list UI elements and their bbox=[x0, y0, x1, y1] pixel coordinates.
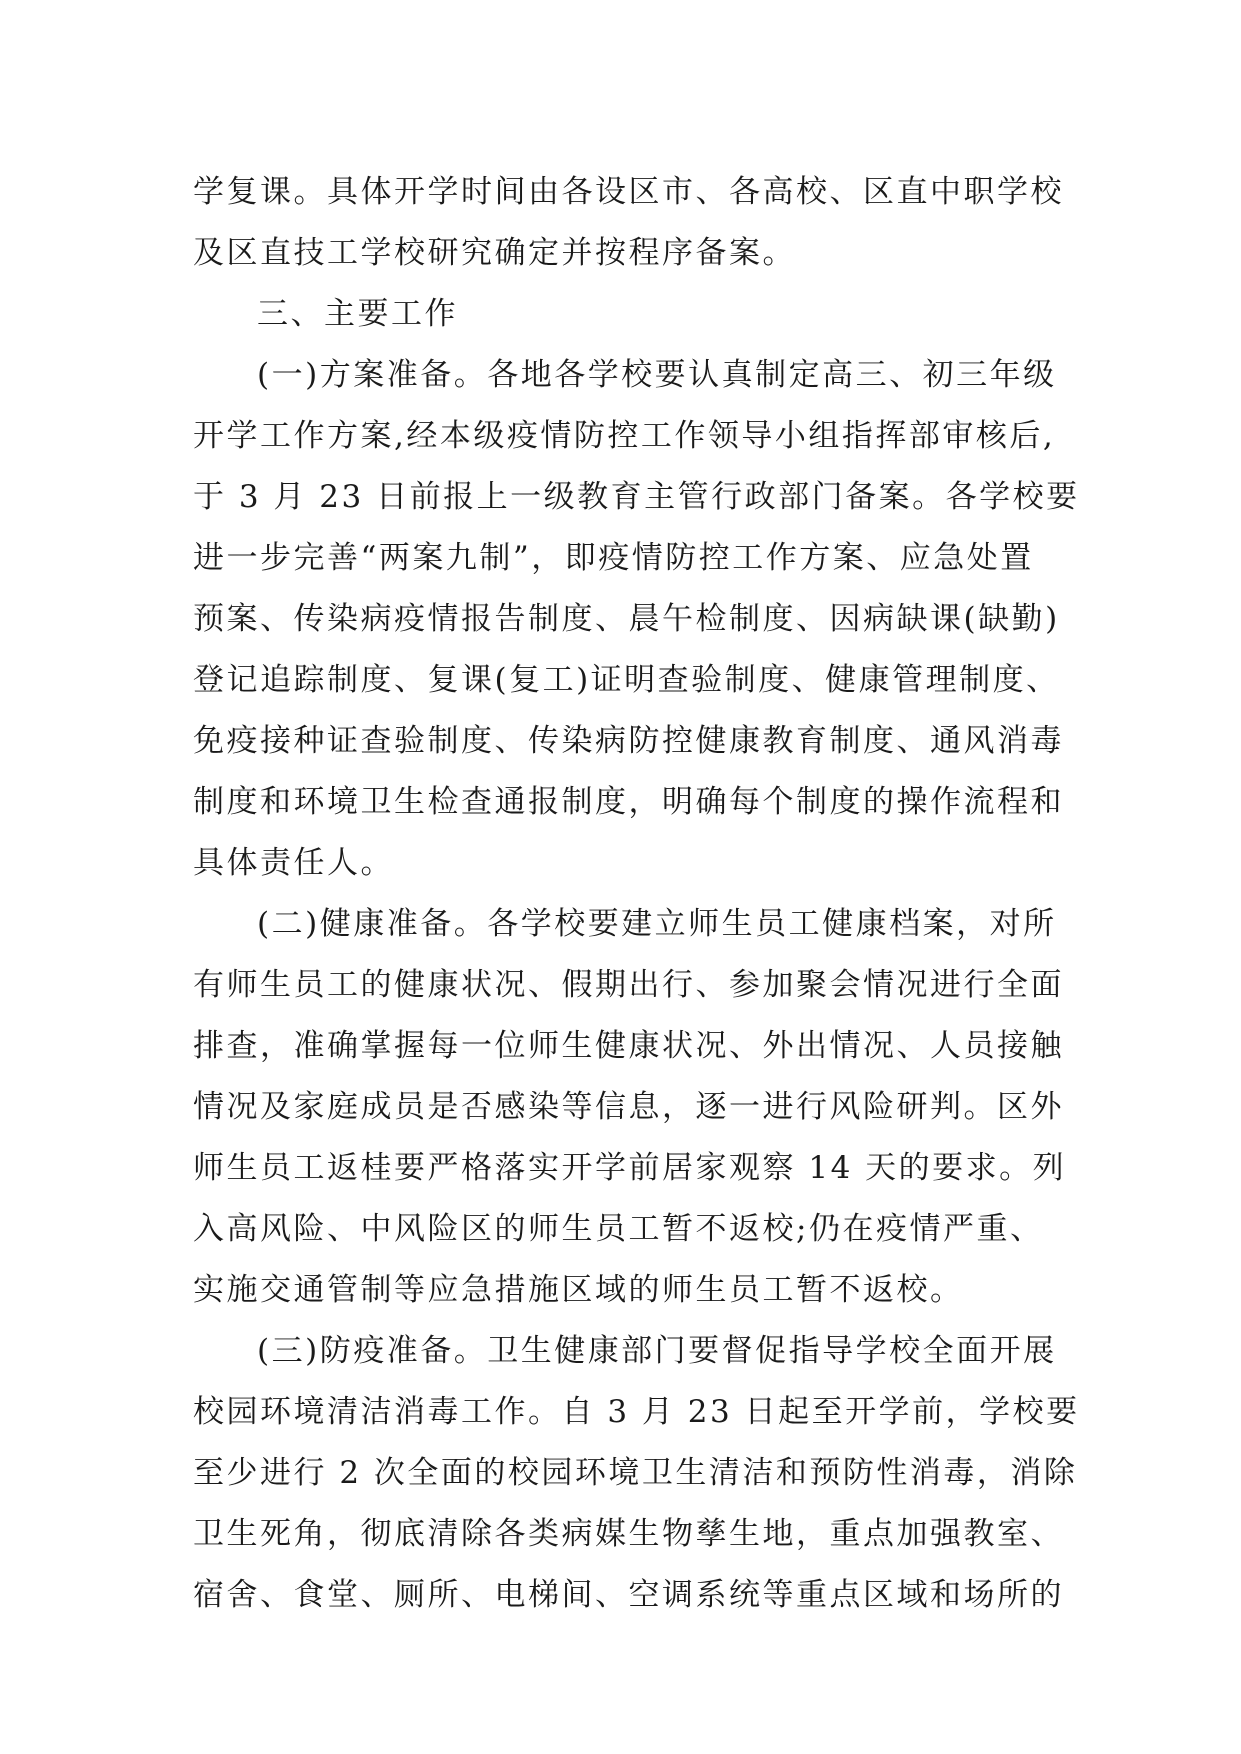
text-line: 及区直技工学校研究确定并按程序备案。 bbox=[193, 235, 796, 271]
text-line: 进一步完善“两案九制”，即疫情防控工作方案、应急处置 bbox=[193, 540, 1034, 576]
text-line: 校园环境清洁消毒工作。自 3 月 23 日起至开学前，学校要 bbox=[193, 1394, 1080, 1430]
text-line: 情况及家庭成员是否感染等信息，逐一进行风险研判。区外 bbox=[193, 1089, 1064, 1125]
text-line: 实施交通管制等应急措施区域的师生员工暂不返校。 bbox=[193, 1272, 964, 1308]
text-line: 开学工作方案,经本级疫情防控工作领导小组指挥部审核后, bbox=[193, 418, 1056, 454]
text-line: 预案、传染病疫情报告制度、晨午检制度、因病缺课(缺勤) bbox=[193, 601, 1060, 637]
body-text bbox=[193, 162, 1080, 1626]
text-line: 至少进行 2 次全面的校园环境卫生清洁和预防性消毒，消除 bbox=[193, 1455, 1078, 1491]
text-line: 师生员工返桂要严格落实开学前居家观察 14 天的要求。列 bbox=[193, 1150, 1067, 1186]
section-heading: 三、主要工作 bbox=[257, 296, 458, 332]
text-line: 宿舍、食堂、厕所、电梯间、空调系统等重点区域和场所的 bbox=[193, 1577, 1064, 1613]
text-line: 有师生员工的健康状况、假期出行、参加聚会情况进行全面 bbox=[193, 967, 1064, 1003]
text-line: 制度和环境卫生检查通报制度，明确每个制度的操作流程和 bbox=[193, 784, 1064, 820]
text-line: (一)方案准备。各地各学校要认真制定高三、初三年级 bbox=[257, 357, 1057, 393]
text-line: 学复课。具体开学时间由各设区市、各高校、区直中职学校 bbox=[193, 174, 1064, 210]
text-line: 入高风险、中风险区的师生员工暂不返校;仍在疫情严重、 bbox=[193, 1211, 1044, 1247]
text-line: 免疫接种证查验制度、传染病防控健康教育制度、通风消毒 bbox=[193, 723, 1064, 759]
text-line: 于 3 月 23 日前报上一级教育主管行政部门备案。各学校要 bbox=[193, 479, 1080, 515]
text-line: (三)防疫准备。卫生健康部门要督促指导学校全面开展 bbox=[257, 1333, 1057, 1369]
text-line: 卫生死角，彻底清除各类病媒生物孳生地，重点加强教室、 bbox=[193, 1516, 1064, 1552]
text-line: 排查，准确掌握每一位师生健康状况、外出情况、人员接触 bbox=[193, 1028, 1064, 1064]
text-line: (二)健康准备。各学校要建立师生员工健康档案，对所 bbox=[257, 906, 1057, 942]
text-line: 具体责任人。 bbox=[193, 845, 394, 881]
text-line: 登记追踪制度、复课(复工)证明查验制度、健康管理制度、 bbox=[193, 662, 1060, 698]
